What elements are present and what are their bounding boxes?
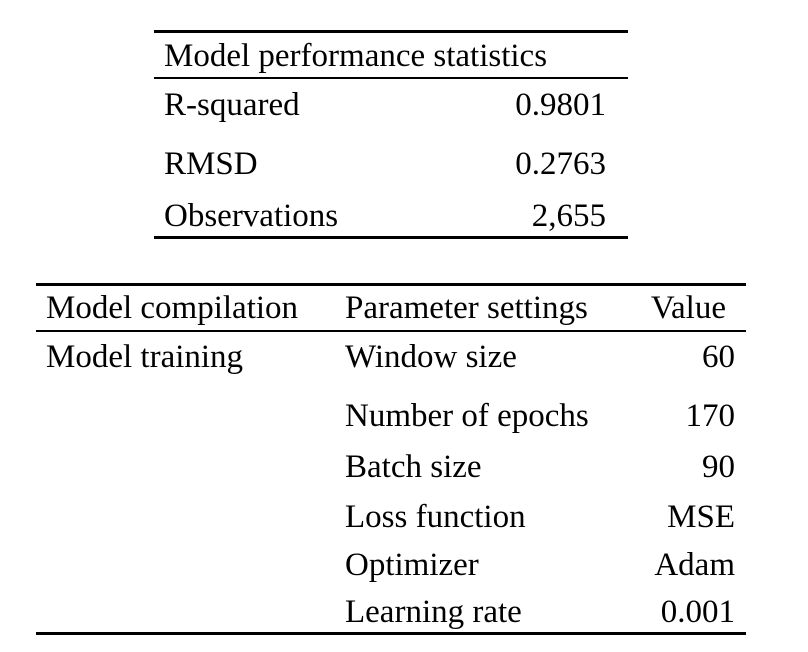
performance-table-header-rule bbox=[154, 77, 628, 79]
header-value: Value bbox=[650, 290, 726, 326]
header-parameter-settings: Parameter settings bbox=[345, 290, 588, 326]
performance-row-label: Observations bbox=[164, 198, 339, 234]
settings-table-top-rule bbox=[36, 283, 746, 286]
parameter-name: Optimizer bbox=[345, 547, 479, 583]
parameter-value: 0.001 bbox=[660, 594, 735, 630]
parameter-name: Window size bbox=[345, 339, 517, 375]
performance-table-top-rule bbox=[154, 30, 628, 33]
parameter-value: 90 bbox=[702, 449, 735, 485]
parameter-name: Number of epochs bbox=[345, 398, 589, 434]
group-label-model-training: Model training bbox=[46, 339, 244, 375]
header-model-compilation: Model compilation bbox=[46, 290, 299, 326]
settings-table-header-rule bbox=[36, 330, 746, 332]
parameter-value: 60 bbox=[702, 339, 735, 375]
parameter-value: MSE bbox=[667, 499, 735, 535]
performance-table-title: Model performance statistics bbox=[164, 38, 548, 74]
performance-row-value: 0.2763 bbox=[515, 146, 606, 182]
parameter-name: Learning rate bbox=[345, 594, 522, 630]
settings-table-bottom-rule bbox=[36, 632, 746, 635]
parameter-value: 170 bbox=[685, 398, 735, 434]
parameter-name: Loss function bbox=[345, 499, 526, 535]
performance-row-value: 0.9801 bbox=[515, 87, 606, 123]
parameter-name: Batch size bbox=[345, 449, 482, 485]
performance-row-label: RMSD bbox=[164, 146, 258, 182]
parameter-value: Adam bbox=[654, 547, 735, 583]
performance-row-label: R-squared bbox=[164, 87, 300, 123]
performance-table-bottom-rule bbox=[154, 236, 628, 239]
performance-row-value: 2,655 bbox=[531, 198, 606, 234]
